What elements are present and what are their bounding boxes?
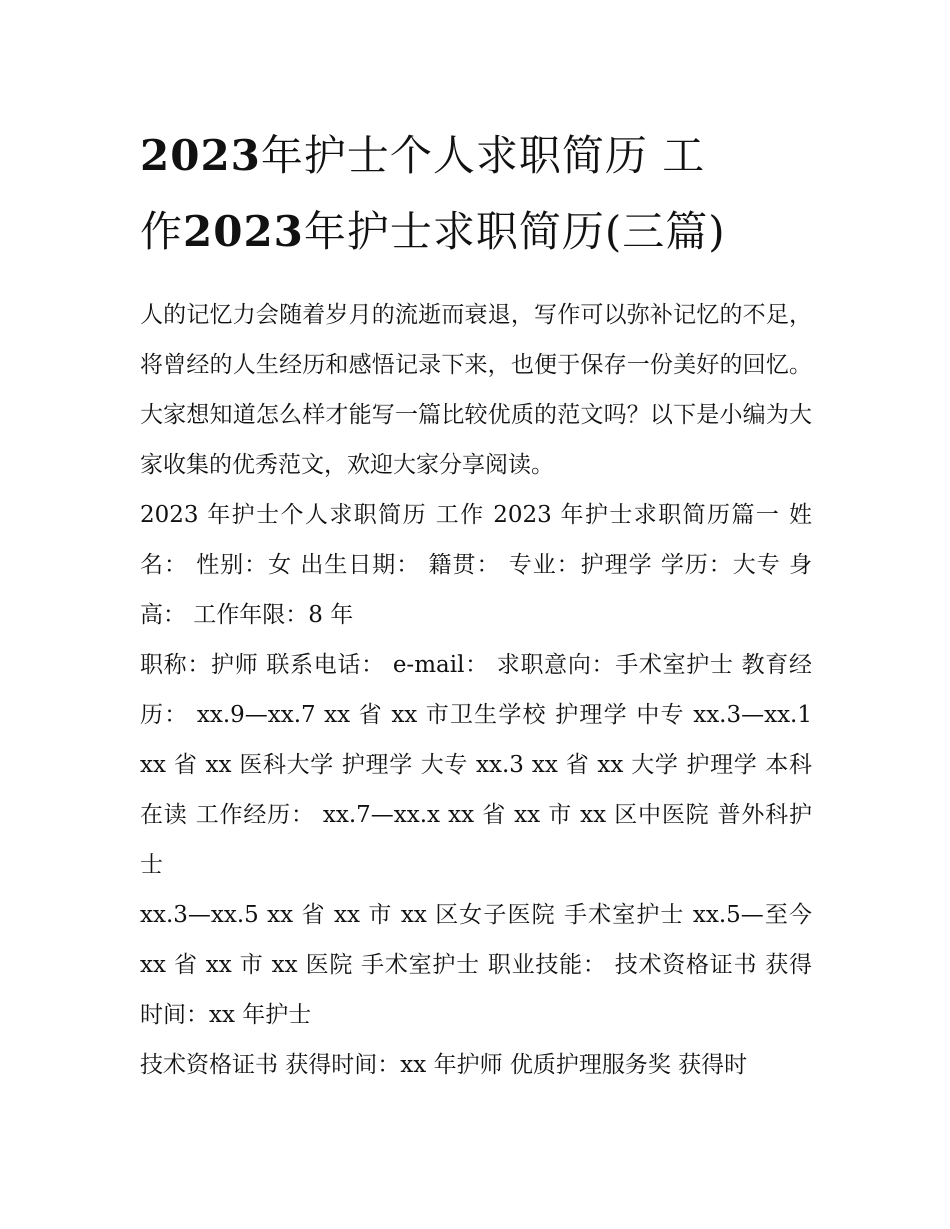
title-year-1: 2023: [140, 131, 261, 180]
title-text-3: 年护士求职简历(三篇): [303, 207, 726, 256]
intro-paragraph: 人的记忆力会随着岁月的流逝而衰退，写作可以弥补记忆的不足，将曾经的人生经历和感悟记录下来，也便于保存一份美好的回忆。大家想知道怎么样才能写一篇比较优质的范文吗？以下是小编为大家收集的优秀范文，欢迎大家分享阅读。: [140, 302, 812, 478]
title-text-1: 年护士个人求职简历 工: [260, 131, 706, 180]
title-text-2: 作: [140, 207, 184, 256]
resume-education-work: 职称：护师 联系电话： e-mail： 求职意向：手术室护士 教育经历： xx.9—xx.7 xx 省 xx 市卫生学校 护理学 中专 xx.3—xx.1 xx 省 xx 医科大学 护理学 大专 xx.3 xx 省 xx 大学 护理学 本科 在读 工作经历： xx.7—xx.x xx 省 xx 市 xx 区中医院 普外科护士: [140, 652, 812, 878]
document-title: [140, 118, 812, 270]
document-page: [140, 118, 812, 1090]
title-year-2: 2023: [183, 207, 304, 256]
resume-work-skills: xx.3—xx.5 xx 省 xx 市 xx 区女子医院 手术室护士 xx.5—至今 xx 省 xx 市 xx 医院 手术室护士 职业技能： 技术资格证书 获得时间：xx 年护士: [140, 902, 812, 1028]
resume-basic-info: 2023 年护士个人求职简历 工作 2023 年护士求职简历篇一 姓名： 性别：女 出生日期： 籍贯： 专业：护理学 学历：大专 身高： 工作年限：8 年: [140, 502, 812, 628]
resume-certificates: 技术资格证书 获得时间：xx 年护师 优质护理服务奖 获得时: [140, 1052, 748, 1078]
